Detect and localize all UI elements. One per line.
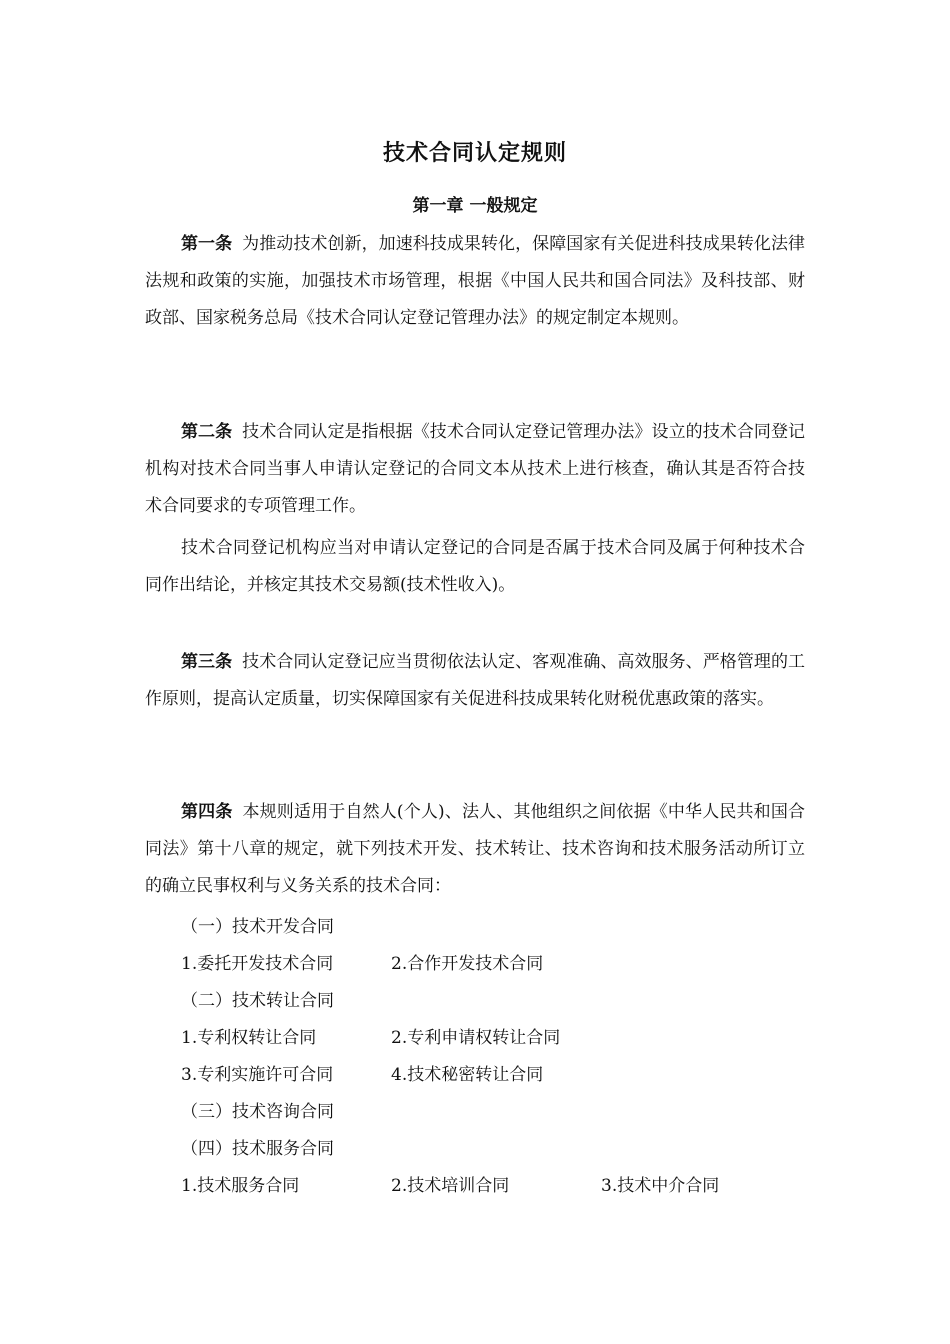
list-item: 2.专利申请权转让合同	[391, 1028, 561, 1048]
article-4-label: 第四条	[181, 802, 233, 822]
article-4	[145, 794, 805, 905]
article-4-text: 本规则适用于自然人(个人)、法人、其他组织之间依据《中华人民共和国合同法》第十八章的规定，就下列技术开发、技术转让、技术咨询和技术服务活动所订立的确立民事权利与义务关系的技术合同：	[145, 802, 806, 896]
list-item: 2.技术培训合同	[391, 1176, 510, 1196]
article-2	[145, 414, 805, 525]
list-group-4: （四）技术服务合同	[181, 1139, 334, 1159]
article-2-label: 第二条	[181, 422, 233, 442]
article-1	[145, 226, 805, 337]
article-1-label: 第一条	[181, 234, 233, 254]
list-item: 3.技术中介合同	[601, 1176, 720, 1196]
chapter-heading: 第一章 一般规定	[412, 196, 538, 216]
article-2-paragraph-2: 技术合同登记机构应当对申请认定登记的合同是否属于技术合同及属于何种技术合同作出结论，并核定其技术交易额(技术性收入)。	[145, 538, 805, 595]
document-title: 技术合同认定规则	[382, 141, 567, 166]
list-group-3: （三）技术咨询合同	[181, 1102, 334, 1122]
article-2-text: 技术合同认定是指根据《技术合同认定登记管理办法》设立的技术合同登记机构对技术合同当事人申请认定登记的合同文本从技术上进行核查，确认其是否符合技术合同要求的专项管理工作。	[145, 422, 805, 516]
article-1-text: 为推动技术创新，加速科技成果转化，保障国家有关促进科技成果转化法律法规和政策的实施，加强技术市场管理，根据《中国人民共和国合同法》及科技部、财政部、国家税务总局《技术合同认定登记管理办法》的规定制定本规则。	[145, 234, 805, 328]
list-group-2: （二）技术转让合同	[181, 991, 334, 1011]
article-3-text: 技术合同认定登记应当贯彻依法认定、客观准确、高效服务、严格管理的工作原则，提高认定质量，切实保障国家有关促进科技成果转化财税优惠政策的落实。	[145, 652, 805, 709]
article-3	[145, 644, 805, 718]
list-item: 2.合作开发技术合同	[391, 954, 544, 974]
list-item: 1.专利权转让合同	[181, 1028, 317, 1048]
article-3-label: 第三条	[181, 652, 233, 672]
list-item: 3.专利实施许可合同	[181, 1065, 334, 1085]
list-item: 1.委托开发技术合同	[181, 954, 334, 974]
list-item: 4.技术秘密转让合同	[391, 1065, 544, 1085]
list-item: 1.技术服务合同	[181, 1176, 300, 1196]
list-group-1: （一）技术开发合同	[181, 917, 334, 937]
